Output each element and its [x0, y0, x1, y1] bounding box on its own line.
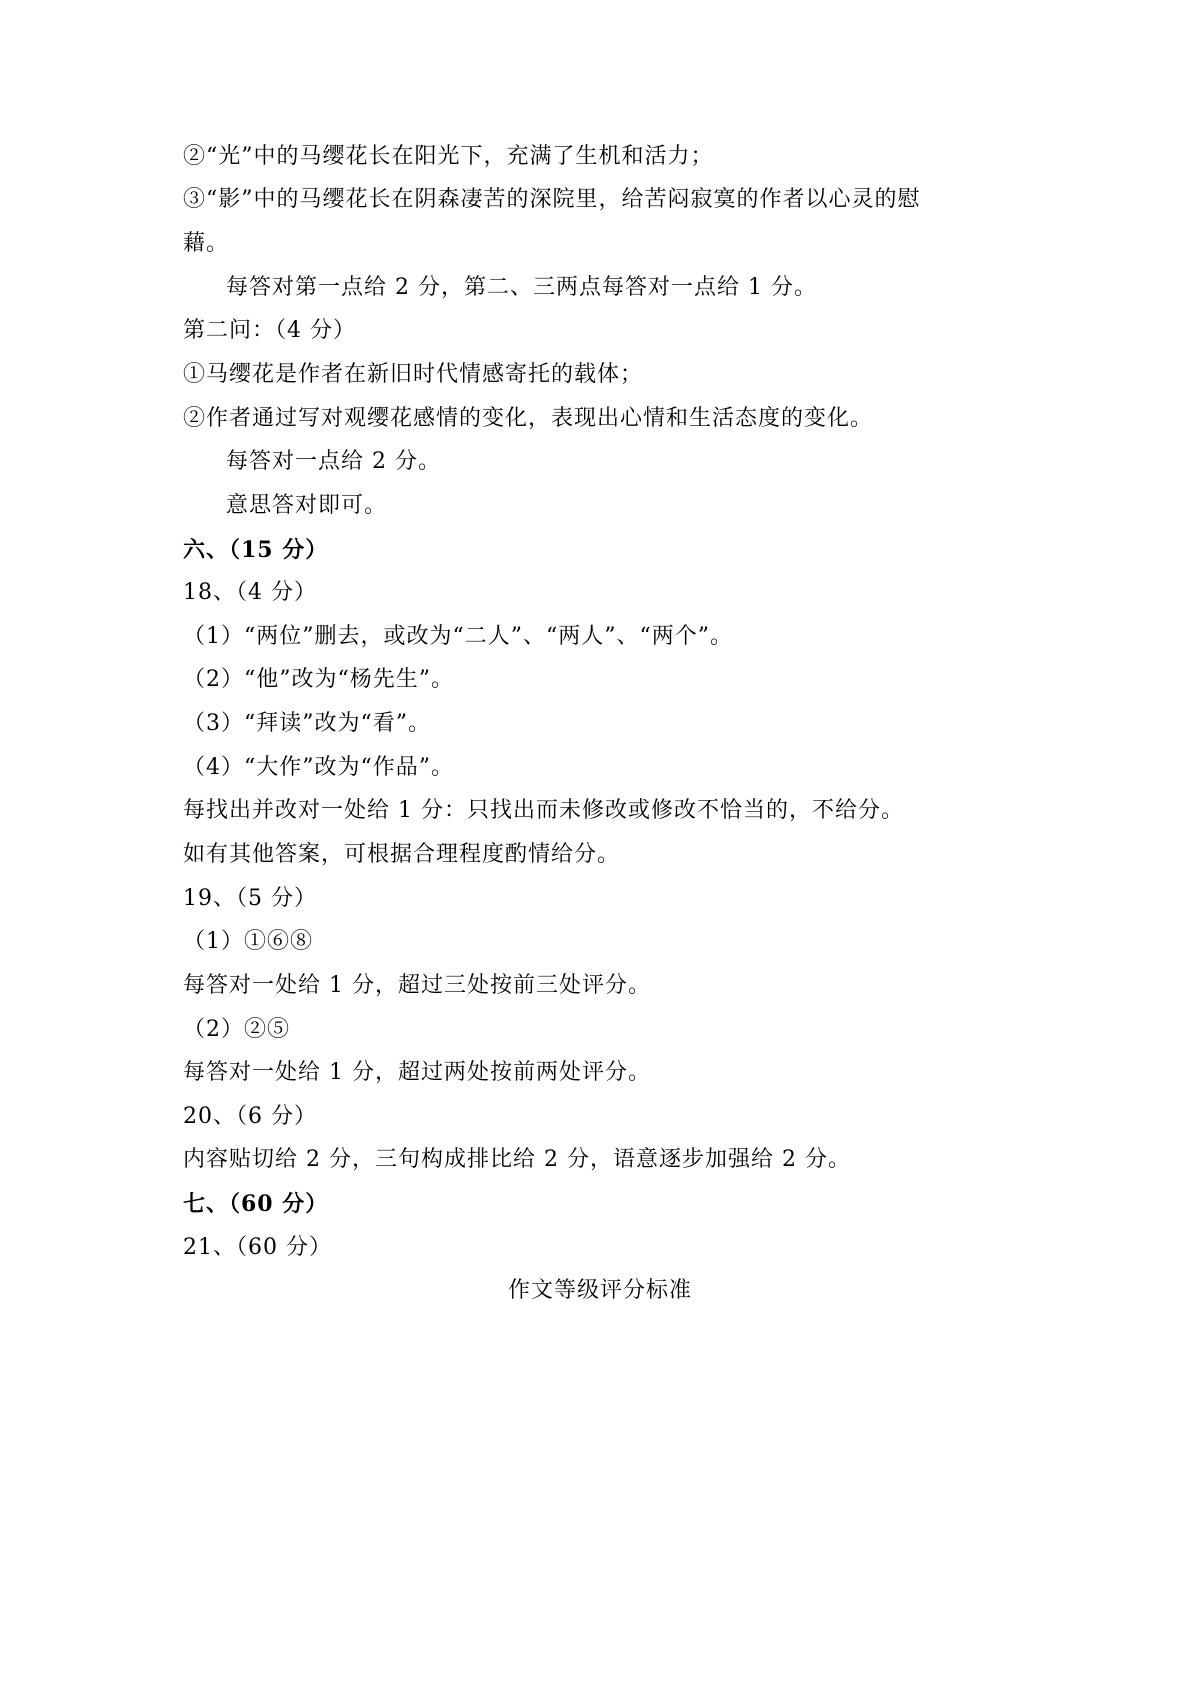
- rubric-title: 作文等级评分标准: [507, 1278, 692, 1303]
- scoring-note: 如有其他答案，可根据合理程度酌情给分。: [183, 842, 621, 867]
- question-heading: 第二问：（4 分）: [183, 318, 356, 343]
- answer-line: （3）“拜读”改为“看”。: [183, 711, 431, 736]
- question-heading: 20、（6 分）: [183, 1104, 317, 1129]
- scoring-note: 每找出并改对一处给 1 分：只找出而未修改或修改不恰当的，不给分。: [183, 798, 904, 823]
- answer-line: （1）①⑥⑧: [183, 929, 313, 954]
- answer-line: ②作者通过写对观缨花感情的变化，表现出心情和生活态度的变化。: [183, 406, 874, 431]
- scoring-note: 每答对一处给 1 分，超过三处按前三处评分。: [183, 973, 651, 998]
- answer-line: ①马缨花是作者在新旧时代情感寄托的载体；: [183, 362, 644, 387]
- answer-line: 藉。: [183, 231, 230, 256]
- answer-line: （1）“两位”删去，或改为“二人”、“两人”、“两个”。: [183, 624, 733, 649]
- scoring-note: 每答对第一点给 2 分，第二、三两点每答对一点给 1 分。: [226, 275, 817, 300]
- answer-line: （4）“大作”改为“作品”。: [183, 755, 454, 780]
- scoring-note: 意思答对即可。: [226, 493, 388, 518]
- answer-line: （2）“他”改为“杨先生”。: [183, 667, 454, 692]
- answer-line: ③“影”中的马缨花长在阴森凄苦的深院里，给苦闷寂寞的作者以心灵的慰: [183, 187, 921, 212]
- section-heading: 七、（60 分）: [183, 1191, 329, 1217]
- scoring-note: 内容贴切给 2 分，三句构成排比给 2 分，语意逐步加强给 2 分。: [183, 1147, 851, 1172]
- question-heading: 21、（60 分）: [183, 1235, 332, 1260]
- answer-line: （2）②⑤: [183, 1017, 290, 1042]
- question-heading: 19、（5 分）: [183, 886, 317, 911]
- answer-line: ②“光”中的马缨花长在阳光下，充满了生机和活力；: [183, 144, 714, 169]
- question-heading: 18、（4 分）: [183, 580, 317, 605]
- scoring-note: 每答对一处给 1 分，超过两处按前两处评分。: [183, 1060, 651, 1085]
- section-heading: 六、（15 分）: [183, 537, 329, 563]
- scoring-note: 每答对一点给 2 分。: [226, 449, 441, 474]
